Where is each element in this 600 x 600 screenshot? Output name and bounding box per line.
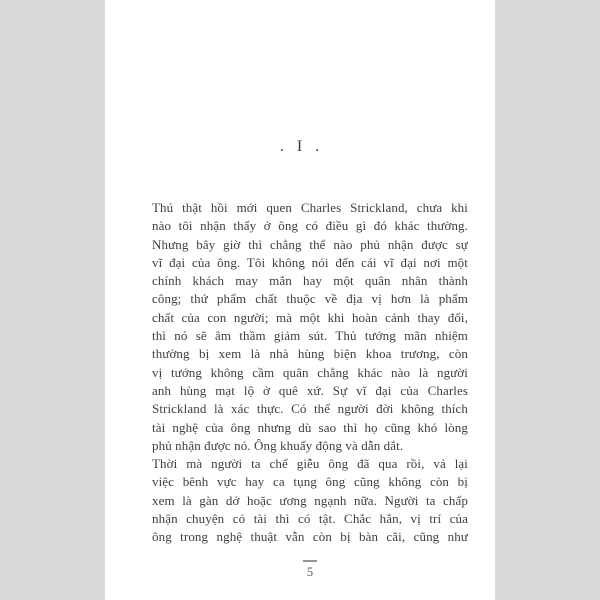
chapter-heading: . I . xyxy=(279,138,321,155)
text-line: việc bênh vực hay ca tụng ông cũng không còn bị xyxy=(152,474,468,490)
book-page-paper xyxy=(105,0,495,600)
text-line: thường bị xem là nhà hùng biện khoa trương, còn xyxy=(152,346,468,362)
text-line: Strickland là xác thực. Có thể người đời không thích xyxy=(152,401,468,417)
text-line: xem là gàn dở hoặc ương ngạnh nữa. Người ta chấp xyxy=(152,492,468,508)
text-line: tài nghệ của ông nhưng dù sao thì họ cũng khó lòng xyxy=(152,419,468,435)
text-line: vĩ đại của ông. Tôi không nói đến cái vĩ đại nơi một xyxy=(152,254,468,270)
text-line: công; thứ phẩm chất thuộc về địa vị hơn là phẩm xyxy=(152,291,468,307)
text-line: nhận chuyện có tài thì có tật. Chắc hẳn, vị trí của xyxy=(152,511,468,527)
text-line: thì nó sẽ âm thầm giảm sút. Thủ tướng mãn nhiệm xyxy=(152,328,468,344)
text-line: phủ nhận được nó. Ông khuấy động và dẫn dắt. xyxy=(152,437,404,453)
text-block xyxy=(152,199,468,547)
text-line: vị tướng không cầm quân chẳng khác nào là người xyxy=(152,364,468,380)
text-line: Thời mà người ta chế giễu ông đã qua rồi, vả lại xyxy=(152,456,468,472)
text-line: ông trong nghệ thuật vẫn còn bị bàn cãi, cũng như xyxy=(152,529,468,545)
page-number: 5 xyxy=(306,565,314,579)
page-footer xyxy=(152,560,468,579)
text-line: Thú thật hồi mới quen Charles Strickland, chưa khi xyxy=(152,200,468,215)
text-line: chất của con người; mà một khi hoàn cảnh thay đổi, xyxy=(152,309,468,325)
text-line: chính khách may mắn hay một quân nhân thành xyxy=(152,273,468,289)
text-line: anh hùng mạt lộ ở quê xứ. Sự vĩ đại của Charles xyxy=(152,382,468,398)
footer-divider xyxy=(303,560,317,562)
text-line: Nhưng bây giờ thì chẳng thể nào phủ nhận được sự xyxy=(152,236,468,252)
text-line: nào tôi nhận thấy ở ông có điều gì đó khác thường. xyxy=(152,218,468,234)
